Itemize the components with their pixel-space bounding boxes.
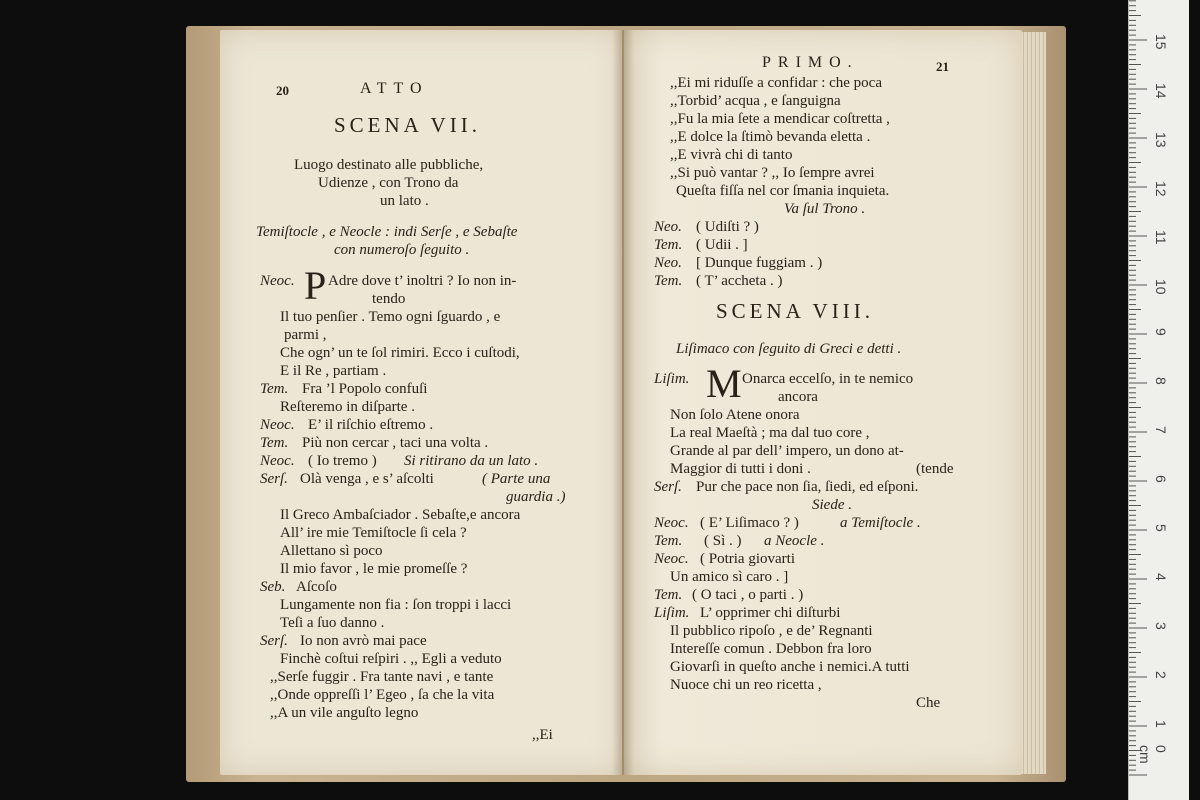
character-list: con numeroſo ſeguito . [334,242,470,258]
verse-line: Finchè coſtui reſpiri . ,, Egli a veduto [280,651,502,667]
ruler-label: 6 [1153,475,1169,483]
verse-line: ,,Onde oppreſſi l’ Egeo , ſa che la vita [270,687,495,703]
measuring-ruler [1128,0,1189,800]
ruler-ticks [1129,0,1189,800]
verse-line: L’ opprimer chi diſturbi [700,605,841,621]
speaker-label: Neo. [654,255,682,271]
ruler-label: 9 [1153,328,1169,336]
drop-capital: P [304,263,327,308]
stage-direction: guardia .) [506,489,566,505]
verse-line: Fra ’l Popolo confuſi [302,381,428,397]
setting-line: Udienze , con Trono da [318,175,459,191]
stage-direction: Va ſul Trono . [784,201,866,217]
verse-line: Un amico sì caro . ] [670,569,789,585]
verse-line: ( Potria giovarti [700,551,795,567]
speaker-label: Neoc. [260,453,295,469]
speaker-label: Serſ. [260,471,288,487]
verse-line: Queſta fiſſa nel cor ſmania inquieta. [676,183,890,199]
verse-line: Non ſolo Atene onora [670,407,800,423]
page-number: 21 [936,59,949,74]
verse-line: E’ il riſchio eſtremo . [308,417,434,433]
scene-title: SCENA VII. [334,113,481,137]
speaker-label: Tem. [654,587,683,603]
ruler-label: 4 [1153,573,1169,581]
speaker-label: Tem. [654,273,683,289]
running-head: PRIMO. [762,54,859,71]
verse-line: parmi , [284,327,327,343]
verse-line: Il pubblico ripoſo , e de’ Regnanti [670,623,873,639]
verse-line: ,,E vivrà chi di tanto [670,147,793,163]
speaker-label: Tem. [654,533,683,549]
speaker-label: Liſim. [654,605,690,621]
speaker-label: Tem. [260,381,289,397]
verse-line: Olà venga , e s’ aſcolti [300,471,434,487]
verse-line: tendo [372,291,406,307]
stage-direction: ( Parte una [482,471,551,487]
running-head: ATTO [360,80,429,97]
verse-line: Nuoce chi un reo ricetta , [670,677,822,693]
ruler-label: 14 [1153,83,1169,99]
left-page [220,30,622,775]
verse-line: Più non cercar , taci una volta . [302,435,489,451]
verse-line: ( Udiſti ? ) [696,219,759,235]
verse-line: Intereſſe comun . Debbon fra loro [670,641,872,657]
ruler-label: 8 [1153,377,1169,385]
verse-line: Maggior di tutti i doni . [670,461,811,477]
ruler-label: 3 [1153,622,1169,630]
speaker-label: Liſim. [654,371,690,387]
verse-line: Allettano sì poco [280,543,383,559]
verse-line: Io non avrò mai pace [300,633,427,649]
ruler-label: 10 [1153,279,1169,295]
page-edges [1020,32,1046,774]
stage-direction: Siede . [812,497,852,513]
ruler-label: 2 [1153,671,1169,679]
verse-line: Il mio favor , le mie promeſſe ? [280,561,468,577]
speaker-label: Neoc. [654,551,689,567]
character-list: Temiſtocle , e Neocle : indi Serſe , e Sebaſte [256,224,518,240]
ruler-label: 5 [1153,524,1169,532]
speaker-label: Neoc. [260,417,295,433]
verse-line: Giovarſi in queſto anche i nemici.A tutti [670,659,910,675]
verse-line: ,,Si può vantar ? ,, Io ſempre avrei [670,165,875,181]
verse-line: ,,A un vile anguſto legno [270,705,419,721]
speaker-label: Neoc. [260,273,295,289]
book-gutter [612,30,634,775]
verse-line: Onarca eccelſo, in te nemico [742,371,914,387]
catchword: Che [916,695,941,711]
verse-line: Che ogn’ un te ſol rimiri. Ecco i cuſtodi, [280,345,520,361]
verse-line: ,,Serſe fuggir . Fra tante navi , e tante [270,669,494,685]
verse-line: Il tuo penſier . Temo ogni ſguardo , e [280,309,501,325]
page-number: 20 [276,83,289,98]
verse-line: ,,Fu la mia ſete a mendicar coſtretta , [670,111,890,127]
setting-line: un lato . [380,193,429,209]
speaker-label: Neo. [654,219,682,235]
ruler-label: 12 [1153,181,1169,197]
scene-title: SCENA VIII. [716,299,874,323]
stage-direction: a Neocle . [764,533,825,549]
catchword: ,,Ei [532,727,553,743]
ruler-label: 1 [1153,720,1169,728]
verse-line: Grande al par dell’ impero, un dono at- [670,443,904,459]
verse-line: Adre dove t’ inoltri ? Io non in- [328,273,517,289]
verse-line: ( T’ accheta . ) [696,273,783,289]
setting-line: Luogo destinato alle pubbliche, [294,157,484,173]
verse-line: La real Maeſtà ; ma dal tuo core , [670,425,870,441]
verse-line: ( Io tremo ) [308,453,377,469]
verse-line: Pur che pace non ſia, ſiedi, ed eſponi. [696,479,919,495]
stage-direction: Si ritirano da un lato . [404,453,539,469]
speaker-label: Neoc. [654,515,689,531]
verse-line: ( Udii . ] [696,237,748,253]
verse-line: All’ ire mie Temiſtocle ſi cela ? [280,525,467,541]
verse-line: ,,Ei mi riduſſe a confidar : che poca [670,75,882,91]
verse-line: ,,E dolce la ſtimò bevanda eletta . [670,129,871,145]
verse-line: ( E’ Liſimaco ? ) [700,515,799,531]
speaker-label: Serſ. [260,633,288,649]
stage-direction: a Temiſtocle . [840,515,921,531]
speaker-label: Seb. [260,579,286,595]
ruler-label: 7 [1153,426,1169,434]
verse-line: ancora [778,389,818,405]
verse-line: E il Re , partiam . [280,363,387,379]
speaker-label: Serſ. [654,479,682,495]
verse-line: ,,Torbid’ acqua , e ſanguigna [670,93,841,109]
speaker-label: Tem. [260,435,289,451]
verse-line: [ Dunque fuggiam . ) [696,255,823,271]
ruler-label: 0 cm [1137,745,1169,764]
verse-line: Teſi a ſuo danno . [280,615,385,631]
verse-line: Lungamente non fia : ſon troppi i lacci [280,597,512,613]
right-page [624,30,1022,775]
ruler-label: 15 [1153,34,1169,50]
verse-line: ( O taci , o parti . ) [692,587,804,603]
drop-capital: M [706,361,742,406]
ruler-label: 11 [1153,230,1169,245]
verse-line: Reſteremo in diſparte . [280,399,415,415]
stage-direction: (tende [916,461,954,477]
character-list: Liſimaco con ſeguito di Greci e detti . [676,341,902,357]
speaker-label: Tem. [654,237,683,253]
ruler-label: 13 [1153,132,1169,148]
verse-line: ( Sì . ) [704,533,742,549]
verse-line: Il Greco Ambaſciador . Sebaſte,e ancora [280,507,521,523]
verse-line: Aſcoſo [296,579,337,595]
